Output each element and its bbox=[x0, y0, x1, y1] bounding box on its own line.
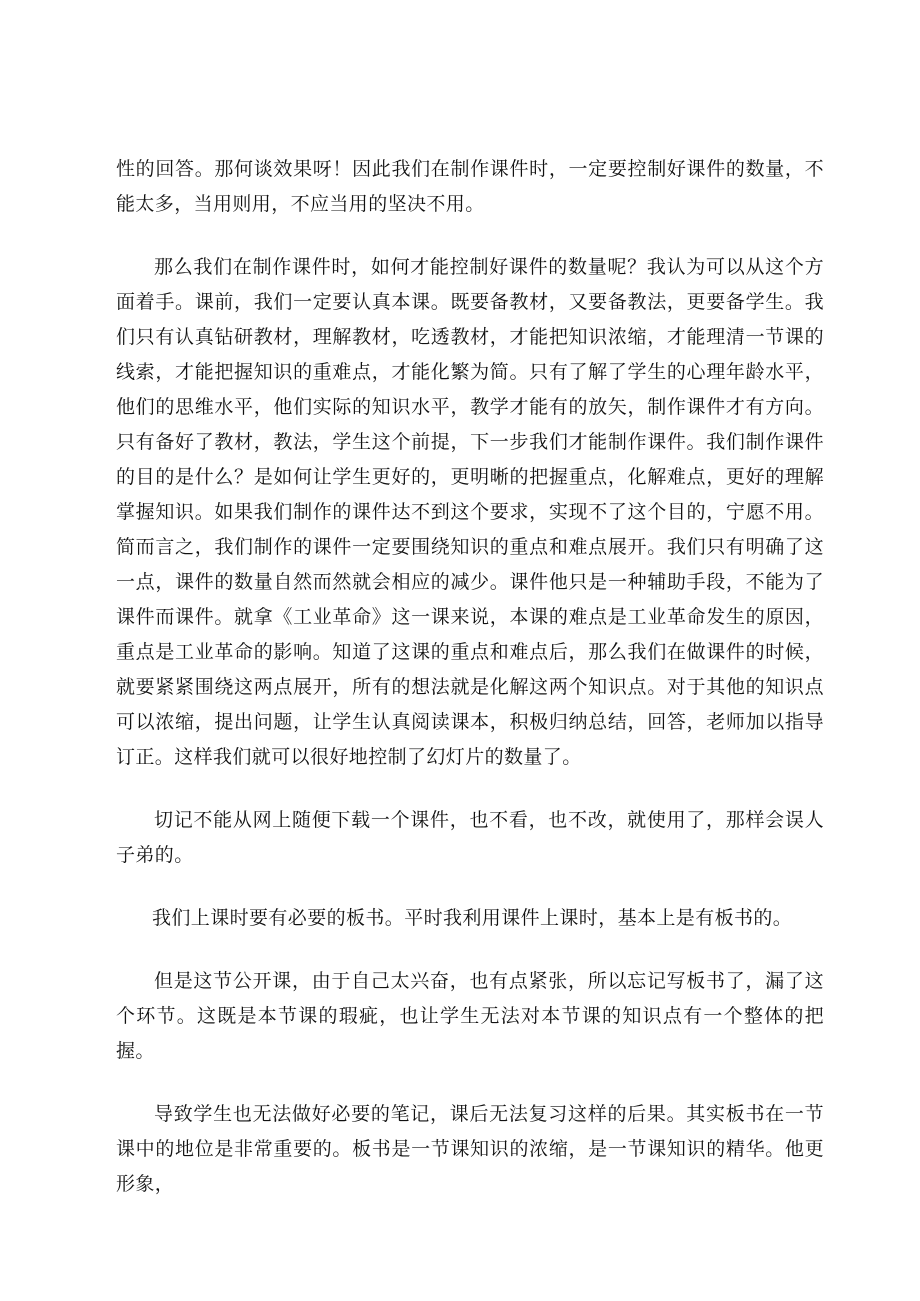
paragraph-1: 性的回答。那何谈效果呀！因此我们在制作课件时，一定要控制好课件的数量，不能太多，当用则用，不应当用的坚决不用。 bbox=[116, 158, 824, 215]
paragraph-2: 那么我们在制作课件时，如何才能控制好课件的数量呢？我认为可以从这个方面着手。课前，我们一定要认真本课。既要备教材，又要备教法，更要备学生。我们只有认真钻研教材，理解教材，吃透教材，才能把知识浓缩，才能理清一节课的线索，才能把握知识的重难点，才能化繁为简。只有了解了学生的心理年龄水平，他们的思维水平，他们实际的知识水平，教学才能有的放矢，制作课件才有方向。只有备好了教材，教法，学生这个前提，下一步我们才能制作课件。我们制作课件的目的是什么？是如何让学生更好的，更明晰的把握重点，化解难点，更好的理解掌握知识。如果我们制作的课件达不到这个要求，实现不了这个目的，宁愿不用。简而言之，我们制作的课件一定要围绕知识的重点和难点展开。我们只有明确了这一点，课件的数量自然而然就会相应的减少。课件他只是一种辅助手段，不能为了课件而课件。就拿《工业革命》这一课来说，本课的难点是工业革命发生的原因，重点是工业革命的影响。知道了这课的重点和难点后，那么我们在做课件的时候，就要紧紧围绕这两点展开，所有的想法就是化解这两个知识点。对于其他的知识点可以浓缩，提出问题，让学生认真阅读课本，积极归纳总结，回答，老师加以指导订正。这样我们就可以很好地控制了幻灯片的数量了。 bbox=[116, 256, 824, 768]
paragraph-4: 我们上课时要有必要的板书。平时我利用课件上课时，基本上是有板书的。 bbox=[152, 907, 793, 929]
paragraph-6: 导致学生也无法做好必要的笔记，课后无法复习这样的后果。其实板书在一节课中的地位是非常重要的。板书是一节课知识的浓缩，是一节课知识的精华。他更形象， bbox=[116, 1103, 824, 1195]
paragraph-3: 切记不能从网上随便下载一个课件，也不看，也不改，就使用了，那样会误人子弟的。 bbox=[116, 809, 824, 866]
document-body bbox=[116, 152, 824, 1230]
paragraph-5: 但是这节公开课，由于自己太兴奋，也有点紧张，所以忘记写板书了，漏了这个环节。这既是本节课的瑕疵，也让学生无法对本节课的知识点有一个整体的把握。 bbox=[116, 970, 824, 1062]
